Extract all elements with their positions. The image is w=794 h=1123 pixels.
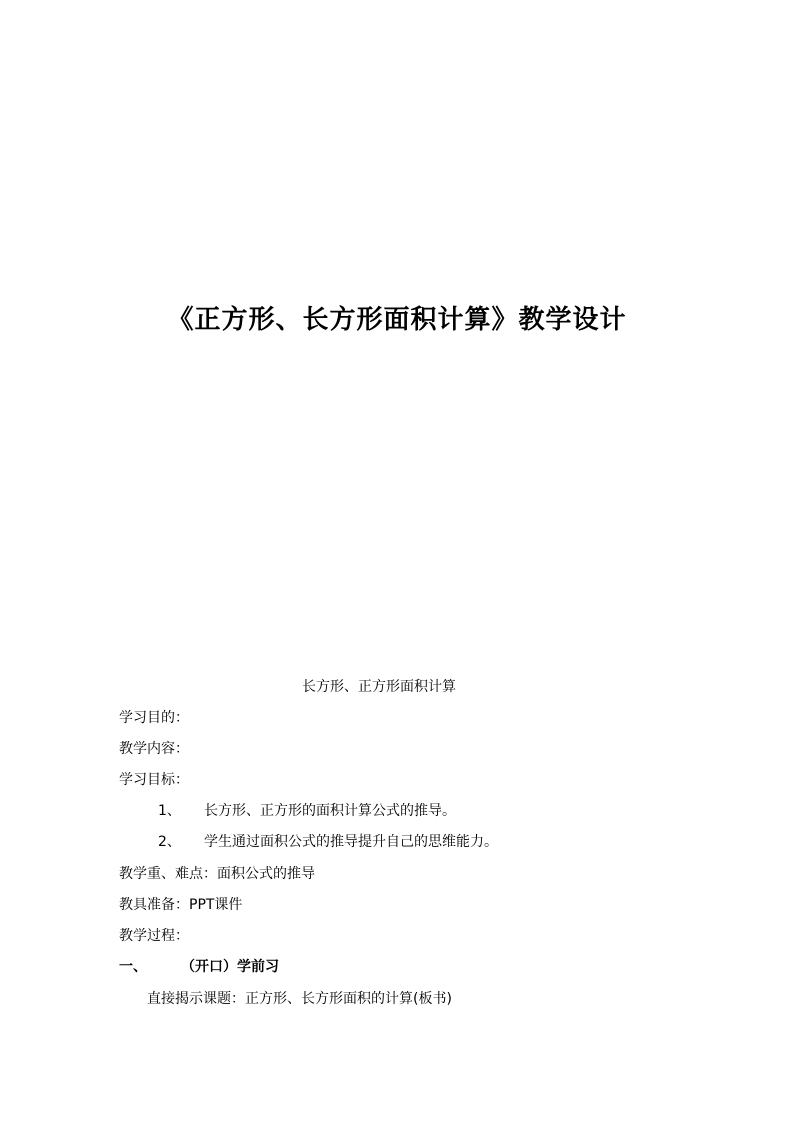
key-points: 教学重、难点：面积公式的推导 [119,866,315,882]
teaching-process-label: 教学过程： [119,928,189,944]
lesson-subtitle: 长方形、正方形面积计算 [302,679,456,695]
learning-goal-number: 2、 [158,834,181,850]
learning-goal-text: 学生通过面积公式的推导提升自己的思维能力。 [204,834,498,850]
learning-goal-number: 1、 [158,803,181,819]
learning-goal-item [158,800,456,822]
section-heading [119,956,279,978]
learning-goals-label: 学习目标： [119,772,189,788]
section-number: 一、 [119,959,147,975]
teaching-content: 教学内容： [119,741,189,757]
learning-goal-text: 长方形、正方形的面积计算公式的推导。 [204,803,456,819]
document-title: 《正方形、长方形面积计算》教学设计 [167,305,627,335]
learning-purpose: 学习目的： [119,710,189,726]
section-title: （开口）学前习 [181,959,279,975]
section-body: 直接揭示课题：正方形、长方形面积的计算(板书) [147,991,452,1007]
learning-goal-item [158,831,498,853]
teaching-tools: 教具准备：PPT课件 [119,897,243,913]
